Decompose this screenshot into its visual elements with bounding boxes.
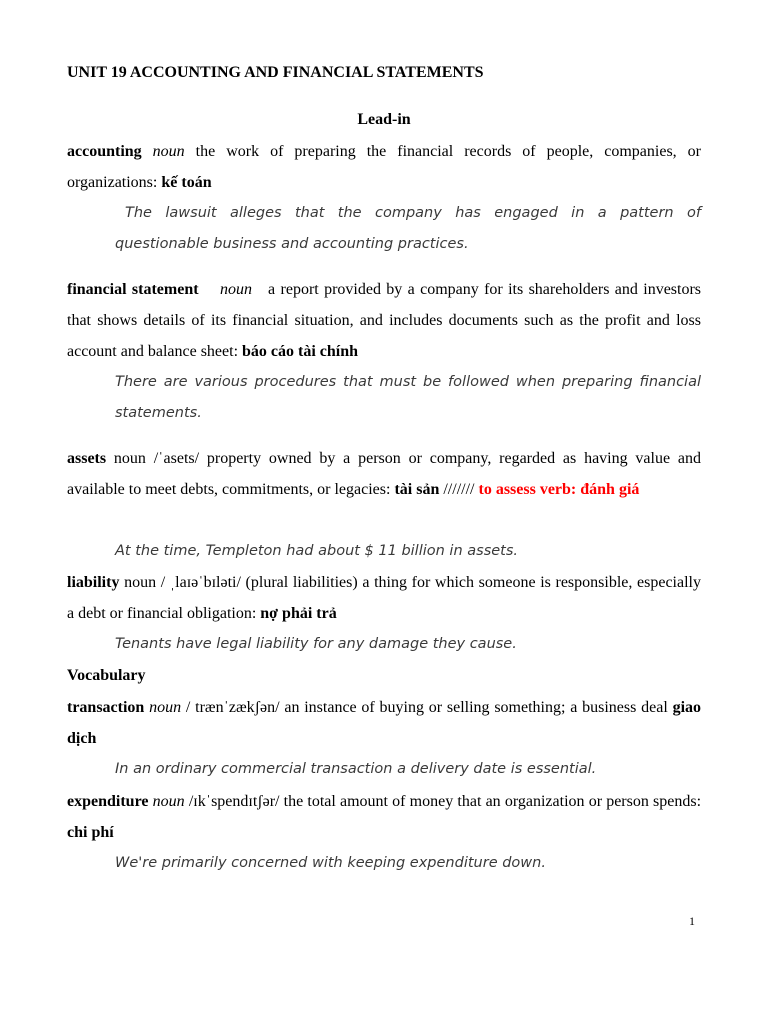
part-of-speech: noun bbox=[152, 793, 185, 810]
example-expenditure: We're primarily concerned with keeping expenditure down. bbox=[115, 855, 546, 871]
term: accounting bbox=[67, 143, 142, 160]
entry-transaction bbox=[67, 692, 701, 754]
definition: property owned by a person or company, regarded as having value and available to meet debts, commitments, or legacies: bbox=[67, 450, 701, 498]
example-accounting: The lawsuit alleges that the company has engaged in a pattern of questionable business and accounting practices. bbox=[115, 205, 701, 252]
unit-title: UNIT 19 ACCOUNTING AND FINANCIAL STATEMENTS bbox=[67, 64, 484, 81]
red-note: to assess verb: đánh giá bbox=[478, 481, 640, 498]
separator: /////// bbox=[439, 481, 479, 498]
part-of-speech: noun bbox=[152, 143, 185, 160]
translation: báo cáo tài chính bbox=[242, 343, 359, 360]
entry-financial-statement bbox=[67, 274, 701, 367]
translation: giao dịch bbox=[67, 699, 702, 747]
entry-expenditure bbox=[67, 786, 701, 848]
term: liability bbox=[67, 574, 120, 591]
pronunciation: /ɪkˈspendɪtʃər/ bbox=[184, 793, 280, 810]
translation: tài sản bbox=[394, 481, 440, 498]
part-of-speech: noun bbox=[149, 699, 182, 716]
vocabulary-heading: Vocabulary bbox=[67, 667, 146, 684]
page-number: 1 bbox=[689, 914, 695, 928]
entry-liability bbox=[67, 567, 701, 629]
term: assets bbox=[67, 450, 107, 467]
term: financial statement bbox=[67, 281, 199, 298]
term: expenditure bbox=[67, 793, 149, 810]
part-of-speech: noun bbox=[219, 281, 252, 298]
pronunciation: noun / ˌlaɪəˈbɪləti/ bbox=[119, 574, 241, 591]
definition: the total amount of money that an organization or person spends: bbox=[279, 793, 702, 810]
translation: chi phí bbox=[67, 824, 114, 841]
definition: the work of preparing the financial records of people, companies, or organizations: bbox=[67, 143, 702, 191]
example-liability: Tenants have legal liability for any damage they cause. bbox=[115, 636, 517, 652]
translation: nợ phải trả bbox=[260, 605, 337, 622]
lead-in-heading: Lead-in bbox=[357, 111, 411, 128]
definition: (plural liabilities) a thing for which someone is responsible, especially a debt or financial obligation: bbox=[67, 574, 701, 622]
example-assets: At the time, Templeton had about $ 11 billion in assets. bbox=[115, 543, 519, 559]
translation: kế toán bbox=[161, 174, 212, 191]
definition: a report provided by a company for its shareholders and investors that shows details of its financial situation, and includes documents such as the profit and loss account and balance sheet: bbox=[67, 281, 702, 360]
pronunciation: / trænˈzækʃən/ bbox=[181, 699, 280, 716]
entry-accounting bbox=[67, 136, 701, 198]
entry-assets bbox=[67, 443, 701, 505]
term: transaction bbox=[67, 699, 145, 716]
example-transaction: In an ordinary commercial transaction a delivery date is essential. bbox=[115, 761, 597, 777]
example-financial-statement: There are various procedures that must be followed when preparing financial statements. bbox=[115, 374, 701, 421]
definition: an instance of buying or selling something; a business deal bbox=[279, 699, 673, 716]
pronunciation: noun /ˈasets/ bbox=[106, 450, 200, 467]
